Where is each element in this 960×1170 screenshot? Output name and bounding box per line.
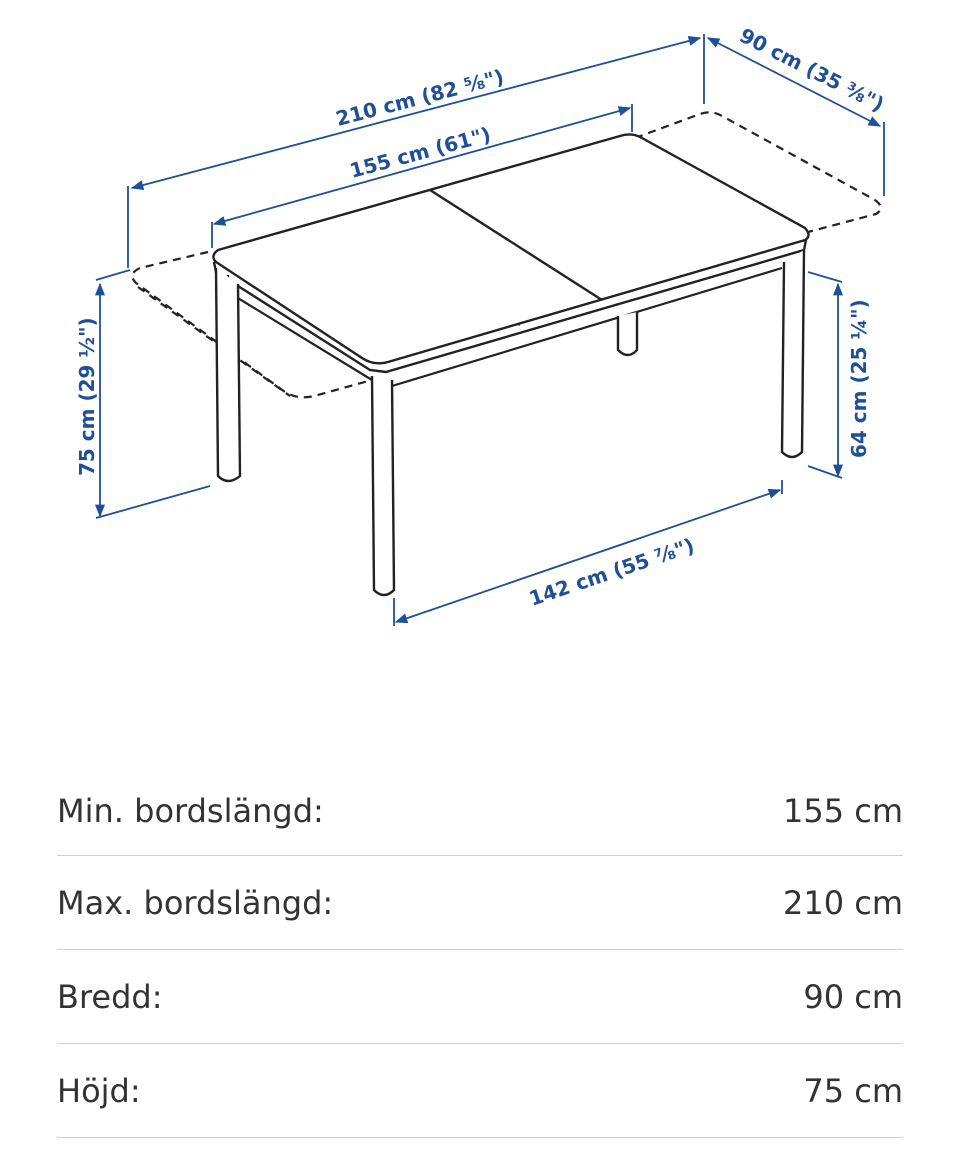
spec-row-min-length (57, 766, 903, 856)
spec-row-width (57, 950, 903, 1044)
dim-leg-span: 142 cm (55 ⅞") (525, 533, 698, 611)
spec-value: 155 cm (782, 791, 903, 830)
spec-value: 90 cm (803, 977, 903, 1016)
dim-min-length: 155 cm (61") (347, 122, 494, 183)
leg-front-middle (372, 376, 394, 595)
spec-label: Min. bordslängd: (57, 791, 324, 830)
spec-row-max-length (57, 856, 903, 950)
spec-label: Höjd: (57, 1071, 141, 1110)
spec-value: 210 cm (782, 883, 903, 922)
spec-label: Bredd: (57, 977, 163, 1016)
leg-back-right (782, 250, 804, 457)
spec-row-height (57, 1044, 903, 1138)
dim-depth: 90 cm (35 ⅜") (735, 23, 888, 117)
leg-back-middle (618, 312, 637, 355)
spec-label: Max. bordslängd: (57, 883, 334, 922)
dim-height: 75 cm (29 ½") (75, 317, 99, 476)
dim-total-length: 210 cm (82 ⅝") (333, 64, 507, 131)
spec-list (57, 766, 903, 1138)
dim-clearance: 64 cm (25 ¼") (847, 299, 871, 458)
leg-front-left (216, 268, 240, 481)
spec-value: 75 cm (803, 1071, 903, 1110)
